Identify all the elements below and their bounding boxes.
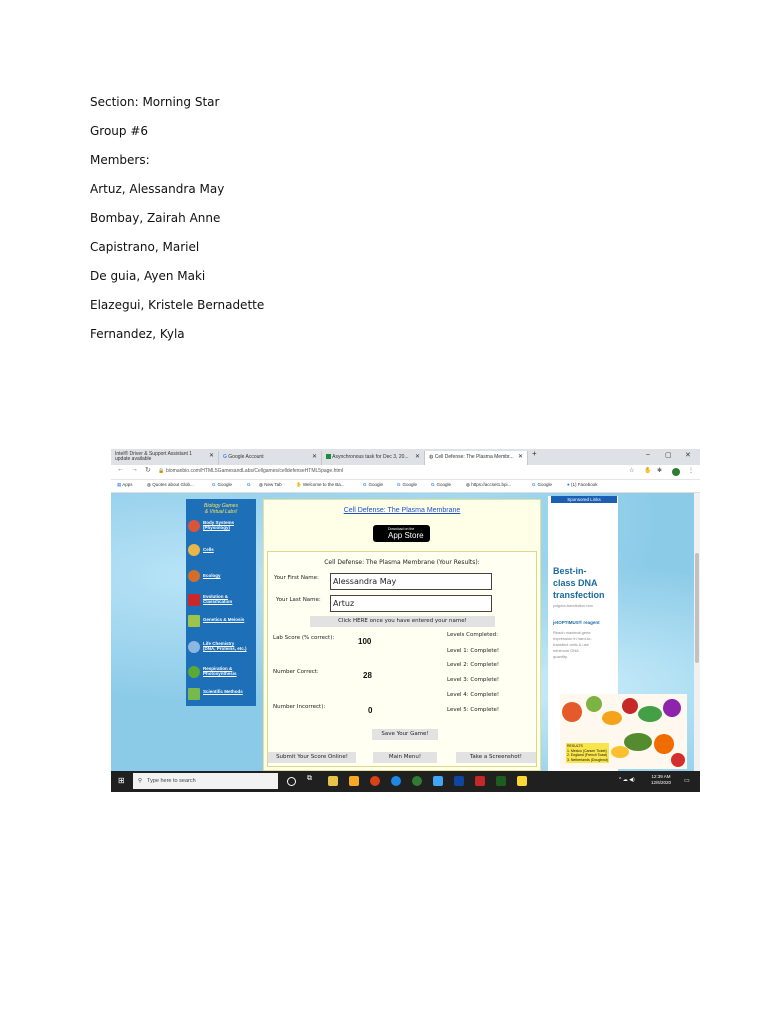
mail-icon[interactable] [433, 776, 443, 786]
bookmark-label: Google [402, 482, 418, 487]
number-incorrect-value: 0 [368, 706, 373, 715]
puzzle-icon[interactable]: ✱ [657, 468, 663, 474]
lab-score-label: Lab Score (% correct): [273, 635, 335, 641]
number-incorrect-label: Number Incorrect): [273, 704, 326, 710]
tab-cell-defense[interactable] [425, 451, 528, 465]
results-title: Cell Defense: The Plasma Membrane (Your Results): [324, 559, 480, 566]
bookmark-label: Google [217, 482, 233, 487]
sidebar-title: Biology Games & Virtual Labs! [204, 503, 238, 515]
confirm-name-button[interactable]: Click HERE once you have entered your name! [310, 616, 495, 627]
bookmark-label: Quotes about Glob... [152, 482, 194, 487]
menu-icon[interactable]: ⋮ [688, 468, 694, 474]
ad-text: Reach maximal gene expression in hard-to- transfect cells & use minimum DNA quantity. [553, 630, 592, 659]
address-bar [111, 465, 700, 480]
taskbar-clock[interactable]: 12:39 AM 12/6/2020 [651, 774, 672, 785]
sidebar-item-ecology[interactable] [188, 569, 254, 583]
ecology-icon [188, 570, 200, 582]
leaf-icon [188, 666, 200, 678]
member-name: De guia, Ayen Maki [90, 269, 206, 283]
notifications-icon[interactable]: ▭ [684, 778, 690, 784]
tab-intel-notification[interactable] [111, 451, 219, 465]
taskbar-search[interactable] [133, 773, 278, 789]
bookmark-item[interactable] [296, 482, 345, 488]
ad-results-caption: RESULTS 1. Mexico (Cancer Ticket) 2. England (French Toast) 3. Netherlands (Doughnut) [567, 744, 609, 762]
levels-completed-label: Levels Completed: [447, 632, 498, 638]
close-window-button[interactable]: ✕ [685, 452, 691, 459]
level-status: Level 5: Complete! [447, 707, 500, 713]
globe-icon: ◍ [429, 454, 434, 460]
bookmark-item[interactable] [466, 482, 511, 488]
take-screenshot-button[interactable]: Take a Screenshot! [456, 752, 536, 763]
app-store-big-text: App Store [388, 531, 424, 540]
google-icon: G [212, 482, 216, 487]
sidebar-item-body-systems[interactable] [188, 519, 254, 533]
bookmark-item[interactable] [363, 482, 383, 487]
back-icon[interactable]: ← [117, 466, 124, 473]
acrobat-icon[interactable] [475, 776, 485, 786]
bookmark-item[interactable] [147, 482, 194, 488]
store-icon[interactable] [328, 776, 338, 786]
windows-start-icon[interactable]: ⊞ [118, 776, 125, 785]
embedded-screenshot [111, 449, 700, 792]
tab-label: Cell Defense: The Plasma Membr... [434, 454, 514, 460]
bookmark-label: https://accset1.bpi... [471, 482, 512, 487]
excel-icon[interactable] [496, 776, 506, 786]
member-name: Fernandez, Kyla [90, 327, 185, 341]
section-line: Section: Morning Star [90, 95, 220, 109]
search-icon: ⚲ [138, 778, 143, 784]
sidebar-nav [186, 499, 256, 706]
tab-label: Asynchronous task for Dec 3, 20... [332, 454, 409, 460]
level-status: Level 2: Complete! [447, 662, 500, 668]
reload-icon[interactable]: ↻ [145, 467, 151, 474]
member-name: Bombay, Zairah Anne [90, 211, 221, 225]
close-tab-icon[interactable]: ✕ [311, 454, 317, 460]
save-game-button[interactable]: Save Your Game! [372, 729, 438, 740]
last-name-field[interactable]: Artuz [330, 595, 492, 612]
google-icon: G [247, 482, 251, 487]
sidebar-item-label: Scientific Methods [203, 689, 243, 694]
extension-icon[interactable]: ✋ [644, 468, 652, 474]
first-name-label: Your First Name: [274, 575, 319, 581]
number-correct-label: Number Correct: [273, 669, 319, 675]
sidebar-item-label: Evolution & Classification [203, 594, 233, 604]
bookmark-label: New Tab [264, 482, 282, 487]
scrollbar-thumb[interactable] [695, 553, 699, 663]
sidebar-item-cells[interactable] [188, 543, 254, 557]
chrome-icon[interactable] [370, 776, 380, 786]
tab-asynchronous-task[interactable] [322, 451, 425, 465]
sidebar-item-evolution[interactable] [188, 593, 254, 607]
sidebar-item-genetics[interactable] [188, 614, 254, 628]
bookmark-item[interactable] [397, 482, 417, 487]
google-icon: G [223, 454, 227, 460]
search-placeholder: Type here to search [147, 778, 196, 784]
bookmark-label: Google [436, 482, 452, 487]
system-tray-icons[interactable]: ^ ☁ ◀) [619, 777, 635, 783]
ad-headline[interactable]: Best-in- class DNA transfection [553, 566, 605, 600]
level-status: Level 1: Complete! [447, 648, 500, 654]
bookmarks-bar [111, 480, 700, 493]
file-explorer-icon[interactable] [349, 776, 359, 786]
google-icon: G [397, 482, 401, 487]
ad-subheading[interactable]: jetOPTIMUS® reagent [553, 620, 600, 625]
sidebar-item-scientific-methods[interactable] [188, 687, 254, 701]
notes-icon[interactable] [517, 776, 527, 786]
sidebar-item-label: Genetics & Meiosis [203, 617, 245, 622]
level-status: Level 3: Complete! [447, 677, 500, 683]
google-icon: G [431, 482, 435, 487]
app-store-small-text: Download on the [388, 527, 415, 531]
globe-icon: ◍ [259, 482, 263, 487]
level-status: Level 4: Complete! [447, 692, 500, 698]
tab-google-account[interactable] [219, 451, 322, 465]
bookmark-apps[interactable] [117, 482, 133, 488]
url-field[interactable]: biomanbio.com/HTML5GamesandLabs/Cellgames/celldefenseHTML5page.html [166, 468, 344, 474]
lock-icon: 🔒 [158, 468, 165, 474]
sidebar-item-respiration[interactable] [188, 665, 254, 679]
facebook-icon: ● [567, 482, 570, 487]
close-tab-icon[interactable]: ✕ [208, 453, 214, 459]
bookmark-label: Google [537, 482, 553, 487]
ad-site[interactable]: polyplus-transfection.com [553, 604, 593, 608]
tab-label: Google Account [228, 454, 264, 460]
app-icon[interactable] [412, 776, 422, 786]
globe-icon: ◍ [147, 482, 151, 487]
new-tab-button[interactable]: + [532, 449, 537, 458]
sidebar-item-label: Respiration & Photosynthesis [203, 666, 237, 676]
google-icon: G [363, 482, 367, 487]
star-icon[interactable]: ☆ [629, 468, 635, 474]
evolution-icon [188, 594, 200, 606]
bookmark-item[interactable] [259, 482, 282, 488]
tab-label: Intel® Driver & Support Assistant 1 update available [115, 451, 193, 462]
sidebar-item-label: Life Chemistry (DNA, Proteins, etc.) [203, 641, 247, 651]
dna-icon [188, 641, 200, 653]
windows-taskbar [111, 771, 700, 792]
task-view-icon[interactable]: ⧉ [307, 775, 312, 782]
body-systems-icon [188, 520, 200, 532]
lab-score-value: 100 [358, 637, 372, 646]
classroom-icon [326, 454, 331, 459]
bookmark-label: (1) Facebook [570, 482, 598, 487]
minimize-button[interactable]: – [646, 451, 650, 458]
app-store-badge[interactable] [373, 525, 430, 542]
close-tab-icon[interactable]: ✕ [414, 454, 420, 460]
bookmark-label: Welcome to the Ba... [302, 482, 345, 487]
google-icon: G [532, 482, 536, 487]
bookmark-item[interactable] [212, 482, 232, 487]
bookmark-item[interactable] [431, 482, 451, 487]
genetics-icon [188, 615, 200, 627]
member-name: Artuz, Alessandra May [90, 182, 225, 196]
member-name: Elazegui, Kristele Bernadette [90, 298, 265, 312]
number-correct-value: 28 [363, 671, 372, 680]
group-line: Group #6 [90, 124, 149, 138]
profile-avatar[interactable] [672, 468, 680, 476]
forward-icon[interactable]: → [131, 466, 138, 473]
browser-tab-bar [111, 449, 700, 465]
lab-icon [188, 688, 200, 700]
bookmark-label: Apps [122, 482, 133, 487]
edge-icon[interactable] [391, 776, 401, 786]
game-title-link[interactable]: Cell Defense: The Plasma Membrane [343, 507, 461, 514]
sidebar-item-label: Ecology [203, 573, 221, 578]
sidebar-item-label: Cells [203, 547, 214, 552]
bookmark-label: Google [368, 482, 384, 487]
sponsored-links-label: Sponsored Links [551, 496, 617, 503]
last-name-label: Your Last Name: [276, 597, 321, 603]
cell-icon [188, 544, 200, 556]
members-heading: Members: [90, 153, 150, 167]
close-tab-icon[interactable]: ✕ [517, 454, 523, 460]
first-name-field[interactable]: Alessandra May [330, 573, 492, 590]
hand-icon: ✋ [296, 482, 302, 487]
bookmark-item[interactable] [532, 482, 552, 487]
member-name: Capistrano, Mariel [90, 240, 200, 254]
sidebar-item-life-chemistry[interactable] [188, 640, 254, 654]
apps-grid-icon: ▦ [117, 482, 122, 487]
bookmark-item[interactable] [567, 482, 598, 487]
maximize-button[interactable]: ▢ [665, 452, 672, 459]
submit-score-button[interactable]: Submit Your Score Online! [268, 752, 356, 763]
bookmark-item[interactable] [247, 482, 253, 487]
cortana-icon[interactable] [287, 777, 296, 786]
word-icon[interactable] [454, 776, 464, 786]
sidebar-item-label: Body Systems (Physiology) [203, 520, 235, 530]
globe-icon: ◍ [466, 482, 470, 487]
main-menu-button[interactable]: Main Menu! [373, 752, 437, 763]
